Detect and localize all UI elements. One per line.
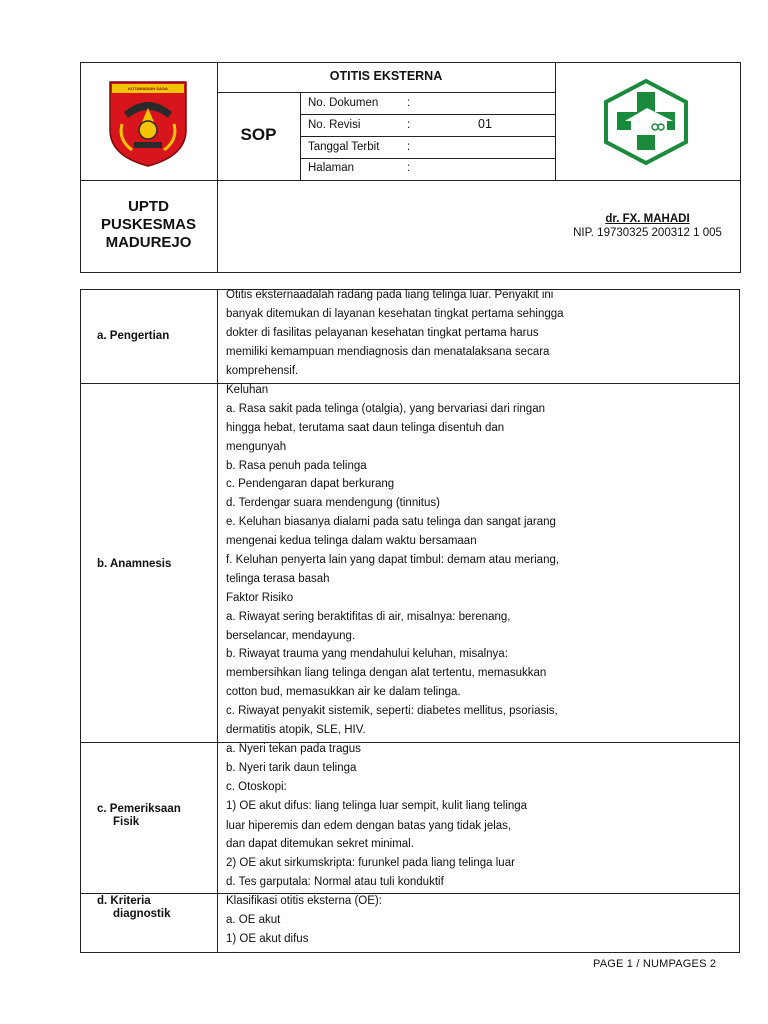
body-line: a. Rasa sakit pada telinga (otalgia), yang bervariasi dari ringan — [226, 403, 545, 415]
field-no-revisi-label: No. Revisi — [308, 119, 361, 131]
body-line: d. Terdengar suara mendengung (tinnitus) — [226, 497, 440, 509]
body-line: f. Keluhan penyerta lain yang dapat timbul: demam atau meriang, — [226, 554, 560, 566]
section-label-pemeriksaan-fisik-2: Fisik — [97, 816, 140, 828]
body-line: komprehensif. — [226, 365, 299, 377]
doc-title: OTITIS EKSTERNA — [329, 69, 443, 83]
page-number: PAGE 1 / NUMPAGES 2 — [593, 958, 717, 970]
body-line: 1) OE akut difus: liang telinga luar sempit, kulit liang telinga — [226, 800, 528, 812]
body-line: luar hiperemis dan edem dengan batas yang tidak jelas, — [226, 820, 512, 832]
section-label-pengertian: a. Pengertian — [97, 330, 170, 342]
body-line: Keluhan — [226, 384, 269, 396]
regency-crest-logo — [104, 78, 192, 168]
section-label-kriteria-diagnostik: d. Kriteria — [97, 895, 151, 907]
body-line: telinga terasa basah — [226, 573, 330, 585]
field-no-revisi-value: 01 — [478, 117, 492, 131]
body-line: b. Nyeri tarik daun telinga — [226, 762, 357, 774]
body-line: mengenai kedua telinga dalam waktu bersamaan — [226, 535, 477, 547]
body-line: b. Riwayat trauma yang mendahului keluhan, misalnya: — [226, 648, 508, 660]
section-label-pemeriksaan-fisik: c. Pemeriksaan — [97, 803, 181, 815]
body-line: a. OE akut — [226, 914, 281, 926]
body-line: membersihkan liang telinga dengan alat tertentu, memasukkan — [226, 667, 547, 679]
org-name-line-2: PUSKESMAS — [100, 216, 197, 233]
field-no-dokumen-sep: : — [407, 97, 411, 109]
body-line: c. Otoskopi: — [226, 781, 287, 793]
field-tanggal-terbit-label: Tanggal Terbit — [308, 141, 380, 153]
body-line: a. Riwayat sering beraktifitas di air, misalnya: berenang, — [226, 611, 511, 623]
body-line: berselancar, mendayung. — [226, 630, 356, 642]
body-line: b. Rasa penuh pada telinga — [226, 460, 367, 472]
sop-label: SOP — [240, 125, 277, 144]
body-line: d. Tes garputala: Normal atau tuli konduktif — [226, 876, 444, 888]
body-line: c. Riwayat penyakit sistemik, seperti: diabetes mellitus, psoriasis, — [226, 705, 558, 717]
body-line: dan dapat ditemukan sekret minimal. — [226, 838, 414, 850]
body-line: memiliki kemampuan mendiagnosis dan menatalaksana secara — [226, 346, 550, 358]
puskesmas-logo — [601, 78, 691, 166]
crest-caption: KOTAMADIAH SAGA — [128, 86, 168, 91]
body-line: mengunyah — [226, 441, 287, 453]
field-halaman-sep: : — [407, 162, 411, 174]
org-name-line-3: MADUREJO — [105, 234, 192, 251]
field-halaman-label: Halaman — [308, 162, 355, 174]
body-line: dermatitis atopik, SLE, HIV. — [226, 724, 366, 736]
body-line: cotton bud, memasukkan air ke dalam telinga. — [226, 686, 461, 698]
body-line: dokter di fasilitas pelayanan kesehatan tingkat pertama harus — [226, 327, 539, 339]
field-no-revisi-sep: : — [407, 119, 411, 131]
body-line: Klasifikasi otitis eksterna (OE): — [226, 895, 382, 907]
body-line: Faktor Risiko — [226, 592, 294, 604]
body-line: c. Pendengaran dapat berkurang — [226, 478, 395, 490]
org-name-line-1: UPTD — [128, 198, 169, 215]
body-line: 2) OE akut sirkumskripta: furunkel pada liang telinga luar — [226, 857, 515, 869]
signatory-nip: NIP. 19730325 200312 1 005 — [573, 227, 722, 239]
body-line: banyak ditemukan di layanan kesehatan tingkat pertama sehingga — [226, 308, 564, 320]
body-line: hingga hebat, terutama saat daun telinga disentuh dan — [226, 422, 505, 434]
field-tanggal-terbit-sep: : — [407, 141, 411, 153]
body-line: 1) OE akut difus — [226, 933, 309, 945]
body-line: a. Nyeri tekan pada tragus — [226, 743, 361, 755]
field-no-dokumen-label: No. Dokumen — [308, 97, 379, 109]
section-label-anamnesis: b. Anamnesis — [97, 558, 172, 570]
body-line: e. Keluhan biasanya dialami pada satu telinga dan sangat jarang — [226, 516, 556, 528]
section-label-kriteria-diagnostik-2: diagnostik — [97, 908, 171, 920]
body-line: Otitis eksternaadalah radang pada liang telinga luar. Penyakit ini — [226, 289, 554, 301]
signatory-name: dr. FX. MAHADI — [605, 213, 690, 225]
